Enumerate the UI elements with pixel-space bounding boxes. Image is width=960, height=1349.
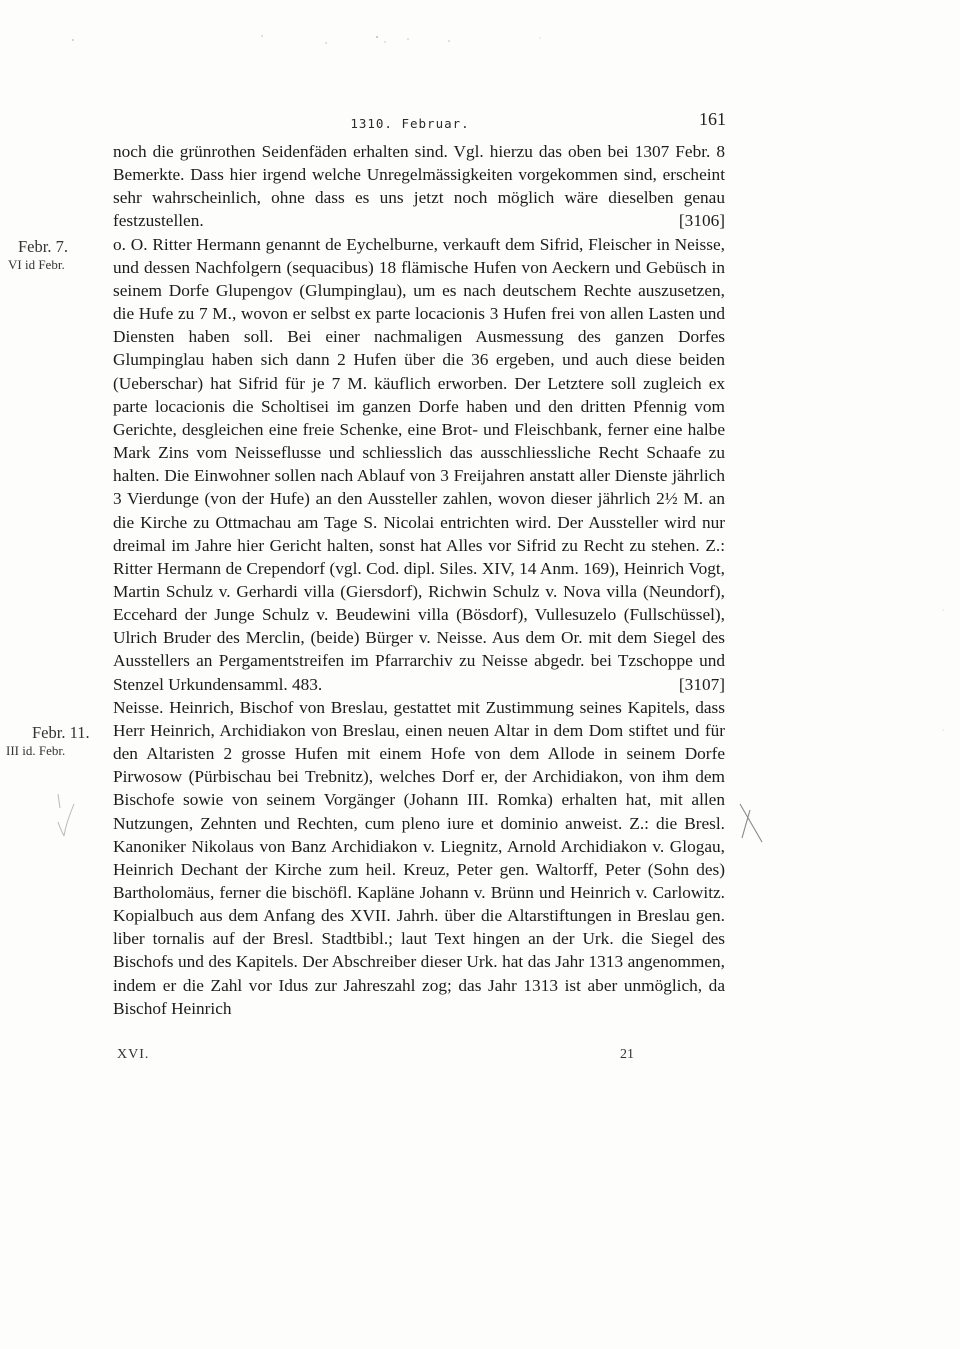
margin-sub-entry-3 [6, 742, 65, 760]
margin-sub-entry-2 [8, 256, 65, 274]
margin-date-entry-3 [32, 724, 90, 742]
scan-specks [0, 30, 960, 50]
entry-text: o. O. Ritter Hermann genannt de Eychelburne, verkauft dem Sifrid, Fleischer in Neisse, und dessen Nachfolgern (sequacibus) 18 flämische Hufen von Aeckern und Gebüsch in seinem Dorfe Glupengov (Glumpinglau), um es nach deutschem Rechte auszusetzen, die Hufe zu 7 M., wovon er selbst ex parte locacionis 3 Hufen frei von allen Lasten und Diensten haben soll. Bei einer nachmaligen Ausmessung des ganzen Dorfes Glumpinglau haben sich dann 2 Hufen über die 36 ergeben, und auch diese beiden (Ueberschar) hat Sifrid für je 7 M. käuflich erworben. Der Letztere soll zugleich ex parte locacionis die Scholtisei im ganzen Dorfe haben und den dritten Pfennig vom Gerichte, desgleichen eine freie Schenke, eine Brot- und Fleischbank, ferner eine halbe Mark Zins vom Neisseflusse und schliesslich das ausschliessliche Recht Schaafe zu halten. Die Einwohner sollen nach Ablauf von 3 Freijahren anstatt aller Dienste jährlich 3 Vierdunge (von der Hufe) an den Aussteller zahlen, wovon dieser jährlich 2½ M. an die Kirche zu Ottmachau am Tage S. Nicolai entrichten wird. Der Aussteller wird nur dreimal im Jahre hier Gericht halten, sonst hat Alles vor Sifrid zu Recht zu stehen. Z.: Ritter Hermann de Crependorf (vgl. Cod. dipl. Siles. XIV, 14 Anm. 169), Heinrich Vogt, Martin Schulz v. Gerhardi villa (Giersdorf), Richwin Schulz v. Nova villa (Neundorf), Eccehard der Junge Schulz v. Beudewini villa (Bösdorf), Vullesuzelo (Fullschüssel), Ulrich Bruder des Merclin, (beide) Bürger v. Neisse. Aus dem Or. mit dem Siegel des Ausstellers an Pergamentstreifen im Pfarrarchiv zu Neisse abgedr. bei Tzschoppe und Stenzel Urkundensamml. 483. [113, 234, 725, 694]
pencil-check-mark-icon [44, 790, 94, 850]
entry-continuing [113, 696, 725, 1020]
margin-roman-date: III id. Febr. [6, 743, 66, 758]
running-title: 1310. Februar. [350, 116, 470, 131]
entry-text: noch die grünrothen Seidenfäden erhalten sind. Vgl. hierzu das oben bei 1307 Febr. 8 Bemerkte. Dass hier irgend welche Unregelmässigkeiten vorgekommen sind, erscheint sehr wahrscheinlich, ohne dass es uns jetzt noch möglich wäre dieselben genau festzustellen. [113, 142, 725, 231]
margin-date-entry-2 [18, 238, 68, 256]
entry-text: Neisse. Heinrich, Bischof von Breslau, gestattet mit Zustimmung seines Kapitels, dass Herr Heinrich, Archidiakon von Breslau, einen neuen Altar in dem Dom stiftet und für den Altaristen 2 grosse Hufen mit einem Hofe von dem Allode in seinem Dorfe Pirwosow (Pürbischau bei Trebnitz), welches Dorf er, der Archidiakon, von ihm dem Bischofe sowie von seinem Vorgänger (Johann III. Romka) erhalten hat, mit allen Nutzungen, Zehnten und Rechten, cum pleno iure et dominio anweist. Z.: die Bresl. Kanoniker Nikolaus von Banz Archidiakon v. Liegnitz, Arnold Archidiakon v. Glogau, Heinrich Dechant der Kirche zum heil. Kreuz, Peter gen. Waltorff, Peter (Sohn des) Bartholomäus, ferner die bischöfl. Kapläne Johann v. Brünn und Heinrich v. Carlowitz. Kopialbuch aus dem Anfang des XVII. Jahrh. über die Altarstiftungen in Breslau gen. liber tornalis auf der Bresl. Stadtbibl.; laut Text hingen an der Urk. die Siegel des Bischofs und des Kapitels. Der Abschreiber dieser Urk. hat das Jahr 1313 angenommen, indem er die Zahl vor Idus zur Jahreszahl zog; das Jahr 1313 ist aber unmöglich, da Bischof Heinrich [113, 697, 725, 1018]
pencil-cross-mark-icon [730, 796, 770, 846]
scan-edge-dots [940, 600, 946, 740]
margin-date: Febr. 11. [32, 723, 90, 742]
sheet-number: 21 [620, 1047, 634, 1062]
entry-reference-number: [3106] [678, 211, 725, 231]
page-number: 161 [699, 109, 726, 129]
entry-3107 [113, 233, 725, 696]
main-text [113, 140, 725, 1020]
margin-date: Febr. 7. [18, 237, 68, 256]
entry-3106 [113, 140, 725, 233]
entry-reference-number: [3107] [678, 674, 725, 694]
signature-mark: XVI. [117, 1047, 150, 1062]
margin-roman-date: VI id Febr. [8, 257, 65, 272]
